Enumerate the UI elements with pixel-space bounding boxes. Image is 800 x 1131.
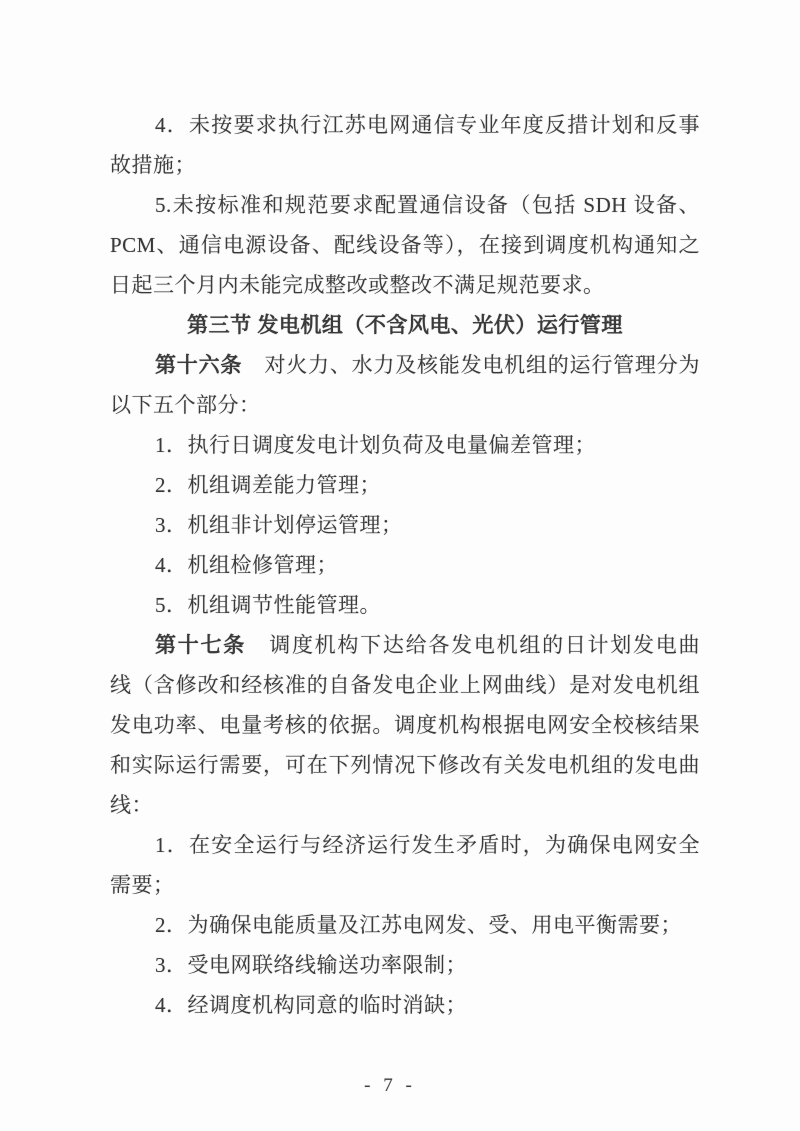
line-text: 第三节 发电机组（不含风电、光伏）运行管理 — [187, 313, 623, 337]
line-text: 故措施； — [110, 153, 196, 177]
list-item — [110, 585, 700, 625]
line-text: 需要； — [110, 873, 175, 897]
list-item — [110, 465, 700, 505]
line-text: 调度机构下达给各发电机组的日计划发电曲 — [267, 633, 701, 657]
list-item — [110, 985, 700, 1025]
line-text: 2．为确保电能质量及江苏电网发、受、用电平衡需要； — [155, 913, 682, 937]
text-line — [110, 785, 700, 825]
article-number: 第十六条 — [155, 353, 243, 377]
page-footer — [0, 1066, 780, 1106]
line-text: 4．未按要求执行江苏电网通信专业年度反措计划和反事 — [155, 113, 700, 137]
document-content — [110, 105, 700, 1025]
article-line — [110, 345, 700, 385]
list-item — [110, 905, 700, 945]
line-text: 和实际运行需要，可在下列情况下修改有关发电机组的发电曲 — [110, 753, 700, 777]
text-line — [110, 705, 700, 745]
line-text: 发电功率、电量考核的依据。调度机构根据电网安全校核结果 — [110, 713, 700, 737]
article-line — [110, 625, 700, 665]
text-line — [110, 865, 700, 905]
line-text: 5．机组调节性能管理。 — [155, 593, 381, 617]
line-text: 1．在安全运行与经济运行发生矛盾时，为确保电网安全 — [155, 833, 700, 857]
line-text: 1．执行日调度发电计划负荷及电量偏差管理； — [155, 433, 596, 457]
list-item — [110, 825, 700, 865]
line-text: 3．受电网联络线输送功率限制； — [155, 953, 467, 977]
page-number: - 7 - — [364, 1075, 416, 1096]
list-item — [110, 545, 700, 585]
text-line — [110, 745, 700, 785]
text-line — [110, 145, 700, 185]
line-text: 以下五个部分： — [110, 393, 261, 417]
line-text: 日起三个月内未能完成整改或整改不满足规范要求。 — [110, 273, 605, 297]
text-line — [110, 385, 700, 425]
line-text: PCM、通信电源设备、配线设备等），在接到调度机构通知之 — [110, 233, 700, 257]
line-text: 对火力、水力及核能发电机组的运行管理分为 — [264, 353, 701, 377]
list-item — [110, 185, 700, 225]
list-item — [110, 425, 700, 465]
line-text: 2．机组调差能力管理； — [155, 473, 381, 497]
text-line — [110, 265, 700, 305]
section-heading — [110, 305, 700, 345]
text-line — [110, 225, 700, 265]
line-text: 5.未按标准和规范要求配置通信设备（包括 SDH 设备、 — [155, 193, 700, 217]
article-number: 第十七条 — [155, 633, 246, 657]
line-text: 3．机组非计划停运管理； — [155, 513, 403, 537]
list-item — [110, 105, 700, 145]
list-item — [110, 505, 700, 545]
line-text: 4．经调度机构同意的临时消缺； — [155, 993, 467, 1017]
text-line — [110, 665, 700, 705]
list-item — [110, 945, 700, 985]
line-text: 线（含修改和经核准的自备发电企业上网曲线）是对发电机组 — [110, 673, 700, 697]
line-text: 4．机组检修管理； — [155, 553, 338, 577]
line-text: 线： — [110, 793, 153, 817]
